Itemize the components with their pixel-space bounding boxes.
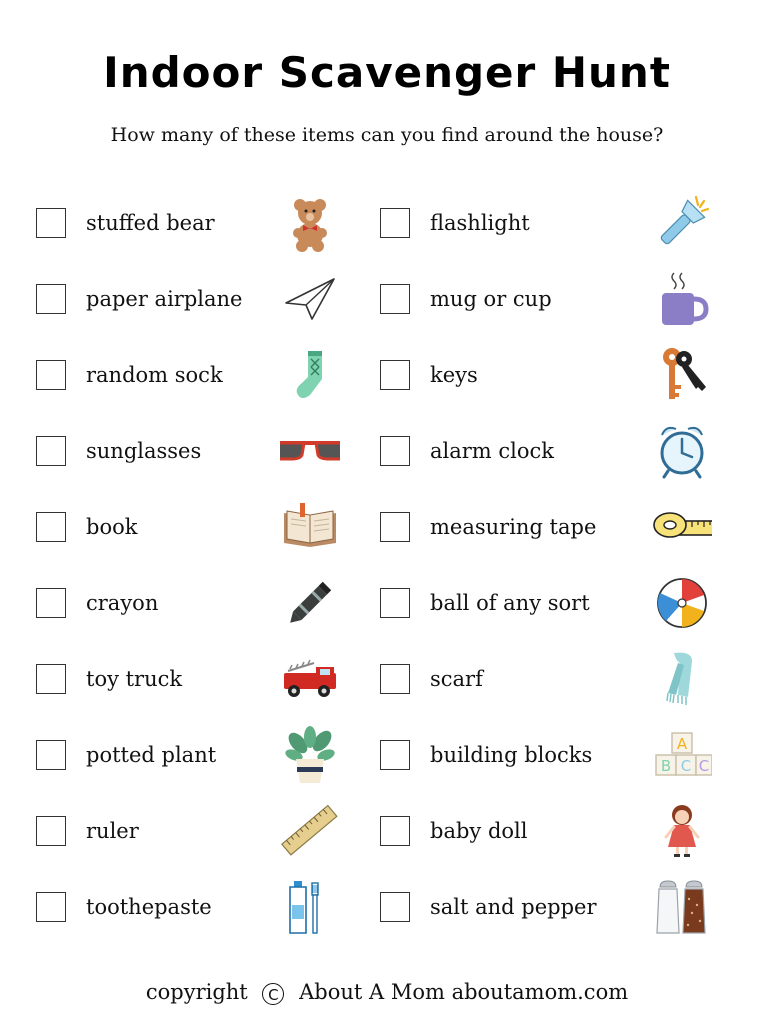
page-title: Indoor Scavenger Hunt	[103, 48, 671, 97]
page-subtitle: How many of these items can you find around the house?	[110, 124, 664, 146]
checklist-item	[36, 489, 356, 565]
copyright-text: About A Mom aboutamom.com	[299, 980, 629, 1004]
sunglasses-icon	[280, 421, 340, 481]
checklist-item	[380, 565, 740, 641]
checkbox[interactable]	[36, 664, 66, 694]
item-label: keys	[430, 363, 478, 387]
item-label: potted plant	[86, 743, 217, 767]
checklist-item	[36, 337, 356, 413]
checklist-item	[380, 185, 740, 261]
checkbox[interactable]	[36, 588, 66, 618]
scarf-icon	[652, 649, 712, 709]
checkbox[interactable]	[36, 512, 66, 542]
item-label: alarm clock	[430, 439, 554, 463]
svg-text:C: C	[680, 757, 692, 775]
checkbox[interactable]	[380, 892, 410, 922]
checklist-item	[380, 489, 740, 565]
teddy-bear-icon	[280, 193, 340, 253]
item-label: random sock	[86, 363, 223, 387]
checkbox[interactable]	[380, 816, 410, 846]
checkbox[interactable]	[36, 436, 66, 466]
sock-icon	[280, 345, 340, 405]
item-label: paper airplane	[86, 287, 243, 311]
checkbox[interactable]	[380, 664, 410, 694]
checkbox[interactable]	[36, 284, 66, 314]
doll-icon	[652, 801, 712, 861]
checklist-item	[36, 413, 356, 489]
building-blocks-icon	[652, 725, 712, 785]
item-label: crayon	[86, 591, 159, 615]
svg-text:C: C	[698, 757, 710, 775]
copyright-icon: C	[262, 983, 284, 1005]
checkbox[interactable]	[36, 740, 66, 770]
checklist-item	[36, 641, 356, 717]
fire-truck-icon	[280, 649, 340, 709]
checklist-item	[36, 185, 356, 261]
item-label: building blocks	[430, 743, 593, 767]
svg-text:A: A	[676, 735, 688, 753]
checkbox[interactable]	[380, 436, 410, 466]
item-label: baby doll	[430, 819, 528, 843]
item-label: mug or cup	[430, 287, 552, 311]
checklist-item	[380, 261, 740, 337]
crayon-icon	[280, 573, 340, 633]
item-label: measuring tape	[430, 515, 597, 539]
checkbox[interactable]	[36, 816, 66, 846]
checklist-right-column	[380, 185, 740, 945]
item-label: toothepaste	[86, 895, 212, 919]
checklist-item	[36, 869, 356, 945]
toothpaste-icon	[280, 877, 340, 937]
checklist-item	[36, 793, 356, 869]
checkbox[interactable]	[380, 512, 410, 542]
paper-airplane-icon	[280, 269, 340, 329]
potted-plant-icon	[280, 725, 340, 785]
checkbox[interactable]	[36, 360, 66, 390]
item-label: ruler	[86, 819, 139, 843]
checklist-item	[36, 717, 356, 793]
item-label: toy truck	[86, 667, 183, 691]
flashlight-icon	[652, 193, 712, 253]
salt-pepper-icon	[652, 877, 712, 937]
checklist-item	[380, 869, 740, 945]
checkbox[interactable]	[36, 892, 66, 922]
checklist-item	[36, 261, 356, 337]
checkbox[interactable]	[380, 740, 410, 770]
checklist-item	[380, 717, 740, 793]
item-label: salt and pepper	[430, 895, 597, 919]
svg-text:B: B	[660, 757, 672, 775]
checkbox[interactable]	[380, 360, 410, 390]
checklist-left-column	[36, 185, 356, 945]
checkbox[interactable]	[380, 284, 410, 314]
checkbox[interactable]	[380, 208, 410, 238]
mug-icon	[652, 269, 712, 329]
checklist-item	[380, 337, 740, 413]
alarm-clock-icon	[652, 421, 712, 481]
item-label: ball of any sort	[430, 591, 590, 615]
ruler-icon	[280, 801, 340, 861]
copyright-prefix: copyright	[145, 980, 248, 1004]
item-label: book	[86, 515, 138, 539]
checkbox[interactable]	[380, 588, 410, 618]
measuring-tape-icon	[652, 497, 712, 557]
item-label: scarf	[430, 667, 483, 691]
checkbox[interactable]	[36, 208, 66, 238]
book-icon	[280, 497, 340, 557]
item-label: stuffed bear	[86, 211, 215, 235]
keys-icon	[652, 345, 712, 405]
checklist-item	[380, 641, 740, 717]
checklist-item	[380, 793, 740, 869]
item-label: flashlight	[430, 211, 530, 235]
footer-copyright	[0, 980, 774, 1005]
beach-ball-icon	[652, 573, 712, 633]
checklist-item	[380, 413, 740, 489]
item-label: sunglasses	[86, 439, 202, 463]
checklist-item	[36, 565, 356, 641]
